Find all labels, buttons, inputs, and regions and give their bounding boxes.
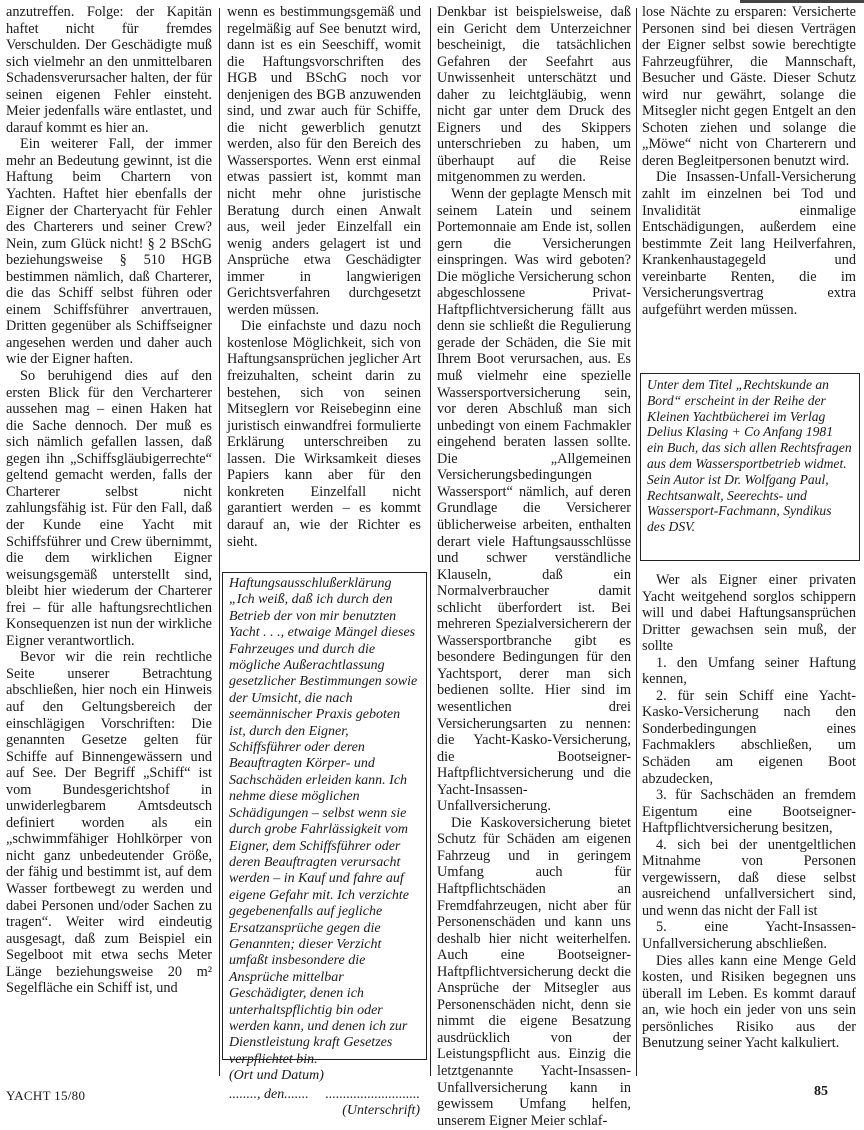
date-line: ........, den....... (229, 1086, 309, 1102)
paragraph: Wenn der geplagte Mensch mit seinem Latein und seinem Portemonnaie am Ende ist, sollen gern die Versicherungen einspringen. Was wird geboten? Die mögliche Versicherung schon abgeschlossene Privat-Haftpflichtversicherung fällt aus denn sie schließt die Regulierung gerade der Schäden, die Sie mit Ihrem Boot verursachen, aus. Es muß vielmehr eine spezielle Wassersportversicherung sein, vor deren Abschluß man sich unbedingt von einem Fachmakler eingehend beraten lassen sollte. Die „Allgemeinen Versicherungsbedingungen Wassersport“ nämlich, auf deren Grundlage die Versicherer üblicherweise arbeiten, enthalten derart viele Haftungsausschlüsse und schwer verständliche Klauseln, daß ein Normalverbraucher damit schlicht überfordert ist. Bei mehreren Spezialversicherern der Wassersportbranche gibt es besondere Bedingungen für den Yachtsport, derer man sich bedienen sollte. Hier sind im wesentlichen drei Versicherungsarten zu nennen: die Yacht-Kasko-Versicherung, die Bootseigner-Haftpflichtversicherung und die Yacht-Insassen-Unfallversicherung. (437, 186, 631, 815)
list-item: 5. eine Yacht-Insassen-Unfallversicherung abschließen. (642, 919, 856, 953)
sig-dots: ........................... (325, 1086, 420, 1102)
paragraph: wenn es bestimmungsgemäß und regelmäßig auf See benutzt wird, dann ist es ein Seeschiff, womit die Haftungsvorschriften des HGB und BSchG noch vor denjenigen des BGB anzuwenden sind, und zwar auch für Schiffe, die nicht gewerblich genutzt werden, also für den Bereich des Wassersportes. Wenn erst einmal etwas passiert ist, kommt man nicht mehr ohne juristische Beratung durch einen Anwalt aus, weil jeder Einzelfall ein wenig anders gelagert ist und Ansprüche etwa Geschädigter immer in langwierigen Gerichtsverfahren durchgesetzt werden müssen. (227, 4, 421, 318)
disclaimer-box (222, 572, 427, 1118)
book-note-box (640, 373, 860, 561)
paragraph: Denkbar ist beispielsweise, daß ein Gericht dem Unterzeichner bescheinigt, die tatsächlichen Gefahren der Seefahrt aus Unwissenheit unterschätzt und daher zu leichtgläubig, wenn nicht gar unter dem Druck des Eigners und des Skippers unterschrieben zu haben, um überhaupt auf die Reise mitgenommen zu werden. (437, 4, 631, 186)
paragraph: Die einfachste und dazu noch kostenlose Möglichkeit, sich von Haftungsansprüchen jeglicher Art freizuhalten, scheint darin zu bestehen, sich von seinen Mitseglern vor Reisebeginn eine juristisch einwandfrei formulierte Erklärung unterschreiben zu lassen. Die Wirksamkeit dieses Papiers kann aber für den konkreten Einzelfall nicht garantiert werden – es kommt darauf an, wie der Richter es sieht. (227, 318, 421, 550)
signature-label: (Unterschrift) (342, 1103, 420, 1118)
paragraph: Dies alles kann eine Menge Geld kosten, und Risiken begegnen uns überall im Leben. Es kommt darauf an, wie hoch ein jeder von uns sein persönliches Risiko aus der Benutzung seiner Yacht kalkuliert. (642, 952, 856, 1052)
column-3 (437, 4, 631, 1129)
paragraph: anzutreffen. Folge: der Kapitän haftet nicht für fremdes Verschulden. Der Geschädigte muß sich vielmehr an den unmittelbaren Schadensverursacher halten, der für seinen eigenen Fehler einsteht. Meier jedenfalls wäre entlastet, und darauf kommt es hier an. (6, 4, 212, 136)
issue-label: YACHT 15/80 (6, 1088, 86, 1103)
column-4 (642, 4, 856, 318)
column-rule-1 (219, 8, 220, 1076)
paragraph: Die Insassen-Unfall-Versicherung zahlt im einzelnen bei Tod und Invalidität einmalige Entschädigungen, außerdem eine bestimmte Zeit lang Heilverfahren, Krankenhaustagegeld und vereinbarte Renten, die im Versicherungsvertrag extra aufgeführt werden müssen. (642, 169, 856, 318)
paragraph: lose Nächte zu ersparen: Versicherte Personen sind bei diesen Verträgen der Eigner selbst sowie berechtigte Fahrzeugführer, die Mannschaft, Besucher und Gäste. Dieser Schutz wird nur gewährt, solange die Mitsegler nicht gegen Entgelt an den Schoten ziehen und solange die „Möwe“ nicht von Charterern und deren Begleitpersonen benutzt wird. (642, 4, 856, 169)
paragraph: Bevor wir die rein rechtliche Seite unserer Betrachtung abschließen, hier noch ein Hinweis auf den Geltungsbereich der einschlägigen Vorschriften: Die genannten Gesetze gelten für Schiffe auf Binnengewässern und auf See. Der Begriff „Schiff“ ist vom Bundesgerichtshof in unwiderlegbarem Amtsdeutsch definiert worden als ein „schwimmfähiger Hohlkörper von nicht ganz unbedeutender Größe, der fähig und bestimmt ist, auf dem Wasser fortbewegt zu werden und dabei Personen und/oder Sachen zu tragen“. Weiter wird eindeutig ausgesagt, daß zum Beispiel ein Segelboot mit etwa sechs Meter Länge beziehungsweise 20 m² Segelfläche ein Schiff ist, und (6, 649, 212, 997)
column-1 (6, 4, 212, 997)
list-item: 1. den Umfang seiner Haftung kennen, (642, 654, 856, 688)
book-note-text: Unter dem Titel „Rechtskunde an Bord“ erscheint in der Reihe der Kleinen Yachtbücherei im Verlag Delius Klasing + Co Anfang 1981 ein Buch, das sich allen Rechtsfragen aus dem Wassersportbetrieb widmet. Sein Autor ist Dr. Wolfgang Paul, Rechtsanwalt, Seerechts- und Wassersport-Fachmann, Syndikus des DSV. (647, 377, 852, 535)
signature-line (229, 1087, 420, 1103)
top-corner-rule (740, 0, 864, 3)
list-item: 3. für Sachschäden an fremdem Eigentum eine Bootseigner-Haftpflichtversicherung besitzen, (642, 787, 856, 837)
disclaimer-title: Haftungsausschlußerklärung (229, 576, 392, 591)
paragraph: Die Kaskoversicherung bietet Schutz für Schäden am eigenen Fahrzeug und in geringem Umfang auch für Haftpflichtschäden an Fremdfahrzeugen, nicht aber für Personenschäden und kann uns deshalb hier nicht weiterhelfen. Auch eine Bootseigner-Haftpflichtversicherung deckt die Ansprüche der Mitsegler aus Personenschäden nicht, denn sie nimmt die eigene Besatzung ausdrücklich von der Leistungspflicht aus. Einzig die letztgenannte Yacht-Insassen-Unfallversicherung kann in gewissem Umfang helfen, unserem Eigner Meier schlaf- (437, 814, 631, 1129)
paragraph: Wer als Eigner einer privaten Yacht weitgehend sorglos schippern will und dabei Haftungsansprüchen Dritter gewachsen sein muß, der sollte (642, 572, 856, 655)
disclaimer-place-date: (Ort und Datum) (229, 1068, 324, 1084)
column-rule-2 (430, 8, 431, 1076)
list-item: 2. für sein Schiff eine Yacht-Kasko-Versicherung nach den Sonderbedingungen eines Fachmaklers abschließen, um Schäden am eigenen Boot abzudecken, (642, 687, 856, 787)
paragraph: So beruhigend dies auf den ersten Blick für den Vercharterer aussehen mag – einen Haken hat die Sache dennoch. Der muß es sich nämlich gefallen lassen, daß gegen ihn „Schiffsgläubigerrechte“ geltend gemacht werden, falls der Charterer selbst nicht zahlungsfähig ist. Für den Fall, daß der Kunde eine Yacht mit Schiffsführer und Crew übernimmt, die dem wirklichen Eigner weisungsgemäß unterstellt sind, bleibt hier wiederum der Charterer frei – für alle haftungsrechtlichen Konsequenzen ist nun der wirkliche Eigner verantwortlich. (6, 368, 212, 649)
column-rule-3 (636, 8, 637, 1076)
list-item: 4. sich bei der unentgeltlichen Mitnahme von Personen vergewissern, daß diese selbst ausreichend unfallversichert sind, und wenn das nicht der Fall ist (642, 836, 856, 919)
page-number: 85 (814, 1084, 828, 1099)
paragraph: Ein weiterer Fall, der immer mehr an Bedeutung gewinnt, ist die Haftung beim Chartern von Yachten. Haftet hier ebenfalls der Eigner der Charteryacht für Fehler des Charterers und seiner Crew? Nein, zum Glück nicht! § 2 BSchG beziehungsweise § 510 HGB bestimmen nämlich, daß Charterer, die das Schiff selbst führen oder einem Schiffsführer anvertrauen, Dritten gegenüber als Schiffseigner angesehen werden und daher auch wie der Eigner haften. (6, 136, 212, 368)
disclaimer-text: „Ich weiß, daß ich durch den Betrieb der von mir benutzten Yacht . . ., etwaige Mängel dieses Fahrzeuges und durch die mögliche Außerachtlassung gesetzlicher Bestimmungen sowie der Umsicht, die nach seemännischer Praxis geboten ist, durch den Eigner, Schiffsführer oder deren Beauftragten Körper- und Sachschäden erleiden kann. Ich nehme diese möglichen Schädigungen – selbst wenn sie durch grobe Fahrlässigkeit vom Eigner, dem Schiffsführer oder deren Beauftragten verursacht werden – in Kauf und fahre auf eigene Gefahr mit. Ich verzichte gegebenenfalls auf jegliche Ersatzansprüche gegen die Genannten; dieser Verzicht umfaßt insbesondere die Ansprüche mittelbar Geschädigter, denen ich unterhaltspflichtig bin oder werden kann, und denen ich zur Dienstleistung kraft Gesetzes verpflichtet bin. (229, 592, 418, 1067)
column-4-lower (642, 572, 856, 1052)
column-2 (227, 4, 421, 550)
